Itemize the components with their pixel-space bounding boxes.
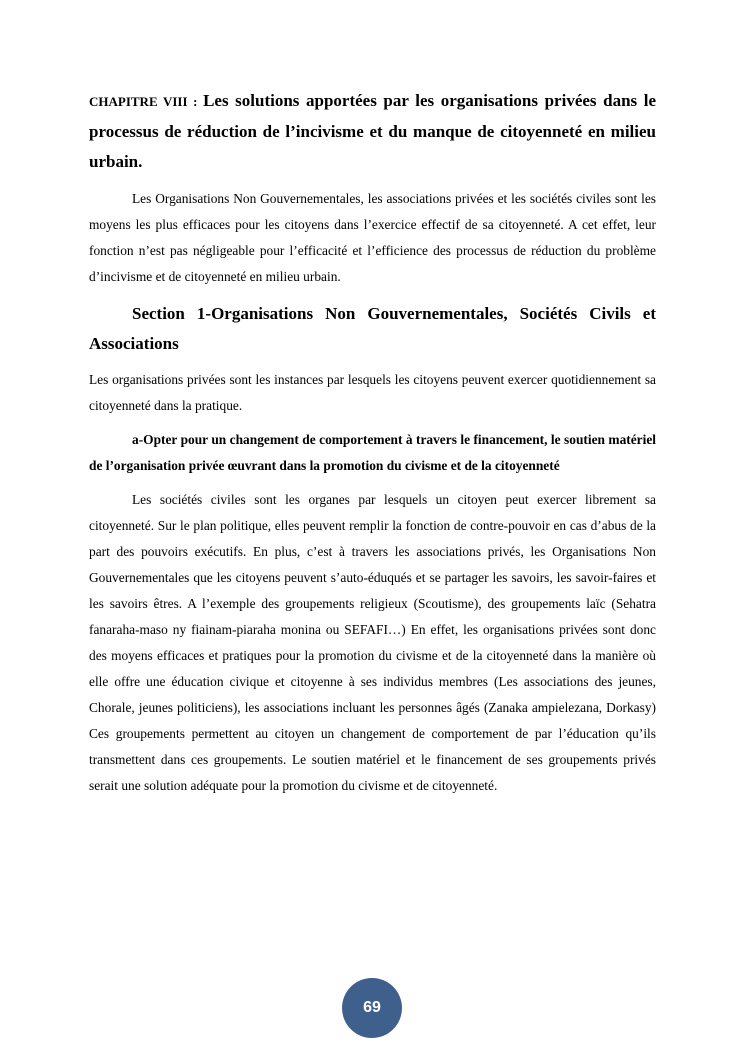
section-paragraph: Les organisations privées sont les instances par lesquels les citoyens peuvent exercer quotidiennement sa citoyenneté dans la pratique. bbox=[89, 372, 656, 413]
page-number-badge bbox=[342, 978, 402, 1038]
chapter-title-text: Les solutions apportées par les organisations privées dans le processus de réduction de l’incivisme et du manque de citoyenneté en milieu urbain. bbox=[89, 91, 657, 171]
section-title: Section 1-Organisations Non Gouvernementales, Sociétés Civils et Associations bbox=[89, 304, 656, 353]
chapter-title bbox=[89, 86, 656, 177]
subsection-title: a-Opter pour un changement de comportement à travers le financement, le soutien matériel de l’organisation privée œuvrant dans la promotion du civisme et de la citoyenneté bbox=[89, 432, 656, 473]
subsection-paragraph: Les sociétés civiles sont les organes par lesquels un citoyen peut exercer librement sa citoyenneté. Sur le plan politique, elles peuvent remplir la fonction de contre-pouvoir en cas d’abus de la part des pouvoirs exécutifs. En plus, c’est à travers les associations privés, les Organisations Non Gouvernementales que les citoyens peuvent s’auto-éduqués et se partager les savoirs, les savoir-faires et les savoirs êtres. A l’exemple des groupements religieux (Scoutisme), des groupements laïc (Sehatra fanaraha-maso ny fiainam-piaraha monina ou SEFAFI…) En effet, les organisations privées sont donc des moyens efficaces et pratiques pour la promotion du civisme et de la citoyenneté dans la manière où elle offre une éducation civique et citoyenne à ses individus membres (Les associations des jeunes, Chorale, jeunes politiciens), les associations incluant les personnes âgés (Zanaka ampielezana, Dorkasy) Ces groupements permettent au citoyen un changement de comportement de par l’éducation qu’ils transmettent dans ces groupements. Le soutien matériel et le financement de ses groupements privés serait une solution adéquate pour la promotion du civisme et de citoyenneté. bbox=[89, 492, 656, 793]
page-number: 69 bbox=[363, 999, 381, 1016]
intro-paragraph: Les Organisations Non Gouvernementales, les associations privées et les sociétés civiles sont les moyens les plus efficaces pour les citoyens dans l’exercice effectif de sa citoyenneté. A cet effet, leur fonction n’est pas négligeable pour l’efficacité et l’efficience des processus de réduction du problème d’incivisme et de citoyenneté en milieu urbain. bbox=[89, 191, 656, 284]
document-page bbox=[89, 86, 656, 799]
chapter-label: CHAPITRE VIII : bbox=[89, 94, 204, 109]
